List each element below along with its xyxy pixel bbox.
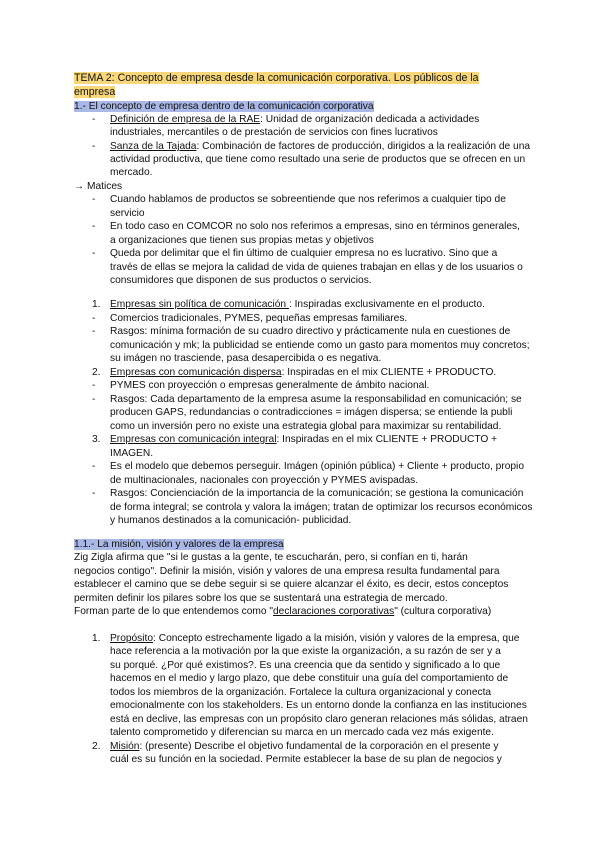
dash-bullet: - [92,141,96,152]
def-term: Sanza de la Tajada [110,141,197,152]
type-term: Empresas sin política de comunicación [110,299,289,310]
type-term: Empresas con comunicación integral [110,434,277,445]
item-term: Misión [110,741,140,752]
section1-heading: 1.- El concepto de empresa dentro de la comunicación corporativa [74,101,374,112]
declaraciones-term: declaraciones corporativas [273,606,395,617]
matices-label: → Matices [74,181,123,192]
type-term: Empresas con comunicación dispersa [110,367,282,378]
item-term: Propósito [110,633,154,644]
doc-title-line1: TEMA 2: Concepto de empresa desde la comunicación corporativa. Los públicos de la [74,72,479,84]
section11-heading: 1.1.- La misión, visión y valores de la empresa [74,539,284,550]
dash-bullet: - [92,114,96,125]
doc-title-line2: empresa [74,86,116,98]
document-page: TEMA 2: Concepto de empresa desde la comunicación corporativa. Los públicos de la empresa 1.- El concepto de empresa dentro de la comunicación corporativa - Definición de empresa de la RAE: Unidad de organización dedicada a actividades industriales, mercantiles o de prestación de servicios con fines lucrativos - Sanza de la Tajada: Combinación de factores de producción, dirigidos a la realización de una actividad productiva, que tiene como resultado una serie de productos que se ofrecen en un mercado. → Matices - Cuando hablamos de productos se sobreentiende que nos referimos a cualquier tipo de servicio - En todo caso en COMCOR no solo nos referimos a empresas, sino en términos generales, a organizaciones que tienen sus propias metas y objetivos - Queda por delimitar que el fin último de cualquier empresa no es lucrativo. Sino que a través de ellas se mejora la calidad de vida de quienes trabajan en ellas y de los usuarios o consumidores que disponen de sus productos o servicios. 1. Empresas sin política de comunicación : Inspiradas exclusivamente en el producto. - Comercios tradicionales, PYMES, pequeñas empresas familiares. - Rasgos: mínima formación de su cuadro directivo y prácticamente nula en cuestiones de comunicación y mk; la publicidad se entiende como un gasto para momentos muy concretos; su imágen no trasciende, pasa desapercibida o es negativa. 2. Empresas con comunicación dispersa: Inspiradas en el mix CLIENTE + PRODUCTO. - PYMES con proyección o empresas generalmente de ámbito nacional. - Rasgos: Cada departamento de la empresa asume la responsabilidad en comunicación; se producen GAPS, redundancias o contradicciones = imágen dispersa; se entiende la publi como un inversión pero no existe una estrategia global para maximizar su rentabilidad. 3. Empresas con comunicación integral: Inspiradas en el mix CLIENTE + PRODUCTO + IMAGEN. - Es el modelo que debemos perseguir. Imágen (opinión pública) + Cliente + producto, propio de multinacionales, nacionales con proyección y PYMES avispadas. - Rasgos: Concienciación de la importancia de la comunicación; se gestiona la comunicación de forma integral; se controla y valora la imágen; tratan de optimizar los recursos económicos y humanos destinados a la comunicación- publicidad. 1.1.- La misión, visión y valores de la empresa Zig Zigla afirma que "si le gustas a la gente, te escucharán, pero, si confían en ti, harán negocios contigo". Definir la misión, visión y valores de una empresa resulta fundamental para establecer el camino que se debe seguir si se quiere alcanzar el éxito, es decir, estos conceptos permiten definir los pilares sobre los que se sustentará una estrategia de mercado. Forman parte de lo que entendemos como "declaraciones corporativas" (cultura corporativa) 1. Propósito: Concepto estrechamente ligado a la misión, visión y valores de la empresa, que hace referencia a la motivación por la que existe la organización, a su razón de ser y a su porqué. ¿Por qué existimos?. Es una creencia que da sentido y significado a lo que hacemos en el medio y largo plazo, que debe constituir una guía del comportamiento de todos los miembros de la organización. Fortalece la cultura organizacional y conecta emocionalmente con los stakeholders. Es un entorno donde la confianza en las instituciones está en declive, las empresas con un propósito claro generan relaciones más sólidas, atraen talento comprometido y diferencian su marca en un mercado cada vez más exigente. 2. Misión: (presente) Describe el objetivo fundamental de la corporación en el presente y cuál es su función en la sociedad. Permite establecer la base de su plan de negocios y [74,72,533,765]
def-term: Definición de empresa de la RAE [110,114,261,125]
